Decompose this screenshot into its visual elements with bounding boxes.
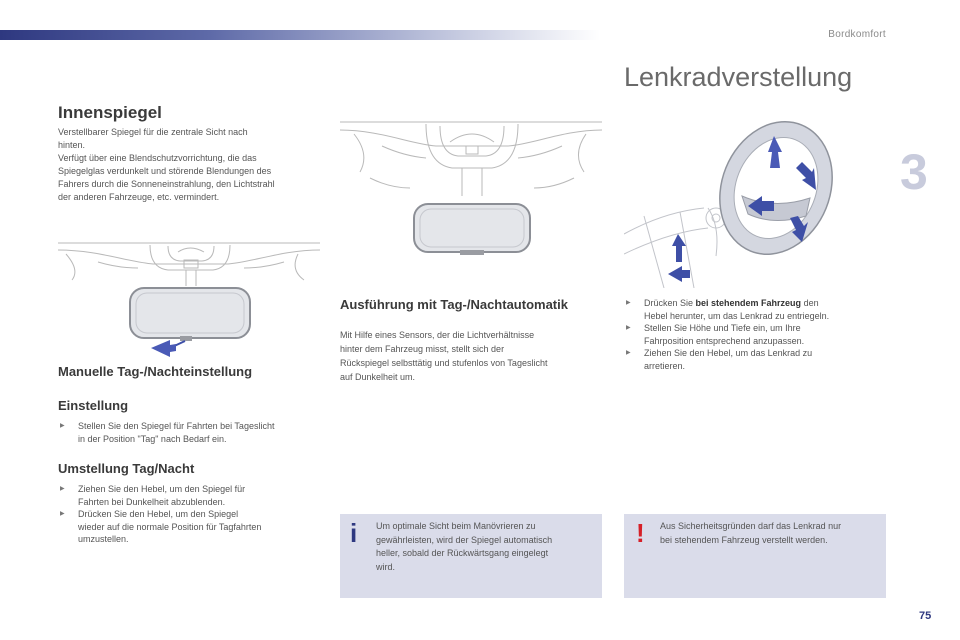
umstellung-list bbox=[58, 483, 328, 546]
manual-heading: Manuelle Tag-/Nachteinstellung bbox=[58, 364, 253, 379]
auto-text bbox=[340, 328, 602, 384]
bullet-line: arretieren. bbox=[644, 360, 686, 371]
header-gradient-bar bbox=[0, 30, 600, 40]
bullet-line: Fahrposition entsprechend anzupassen. bbox=[644, 335, 805, 346]
intro-line: der anderen Fahrzeuge, etc. vermindert. bbox=[58, 192, 220, 202]
list-item bbox=[624, 322, 892, 347]
innenspiegel-title: Innenspiegel bbox=[58, 103, 162, 122]
info-line: Um optimale Sicht beim Manövrieren zu bbox=[376, 521, 536, 531]
bullet-line: Ziehen Sie den Hebel, um das Lenkrad zu bbox=[644, 348, 813, 358]
intro-line: Spiegelglas verdunkelt und störende Blendungen des bbox=[58, 166, 272, 176]
warning-line: Aus Sicherheitsgründen darf das Lenkrad nur bbox=[660, 521, 842, 531]
bullet-line: Stellen Sie Höhe und Tiefe ein, um Ihre bbox=[644, 323, 801, 333]
bullet-line: Ziehen Sie den Hebel, um den Spiegel für bbox=[78, 484, 246, 494]
list-item bbox=[624, 297, 892, 322]
bullet-bold: bei stehendem Fahrzeug bbox=[695, 298, 802, 308]
info-icon: i bbox=[350, 518, 358, 548]
intro-line: hinten. bbox=[58, 140, 86, 150]
warning-line: bei stehendem Fahrzeug verstellt werden. bbox=[660, 534, 828, 545]
auto-line: hinter dem Fahrzeug misst, stellt sich der bbox=[340, 344, 505, 354]
list-item bbox=[58, 420, 328, 445]
bullet-line: Stellen Sie den Spiegel für Fahrten bei Tageslicht bbox=[78, 421, 275, 431]
bullet-line: Drücken Sie den Hebel, um den Spiegel bbox=[78, 509, 239, 519]
lenkrad-list bbox=[624, 297, 892, 372]
auto-mirror-illustration bbox=[340, 118, 602, 260]
info-line: wird. bbox=[376, 561, 396, 572]
bullet-line: wieder auf die normale Position für Tagfahrten bbox=[78, 521, 262, 532]
bullet-line: Hebel herunter, um das Lenkrad zu entriegeln. bbox=[644, 310, 830, 321]
lenkrad-title: Lenkradverstellung bbox=[624, 62, 853, 92]
intro-line: Verstellbarer Spiegel für die zentrale Sicht nach bbox=[58, 127, 248, 137]
auto-line: auf Dunkelheit um. bbox=[340, 372, 416, 382]
warning-text bbox=[660, 520, 882, 547]
list-item bbox=[624, 347, 892, 372]
bullet-line: in der Position "Tag" nach Bedarf ein. bbox=[78, 433, 227, 444]
steering-wheel-illustration bbox=[624, 116, 836, 288]
innenspiegel-intro bbox=[58, 126, 323, 204]
einstellung-list bbox=[58, 420, 328, 445]
bullet-line: umzustellen. bbox=[78, 534, 129, 544]
auto-heading: Ausführung mit Tag-/Nachtautomatik bbox=[340, 297, 568, 312]
umstellung-heading: Umstellung Tag/Nacht bbox=[58, 461, 195, 476]
bullet-line: Fahrten bei Dunkelheit abzublenden. bbox=[78, 496, 226, 507]
intro-line: Verfügt über eine Blendschutzvorrichtung, die das bbox=[58, 153, 257, 163]
list-item bbox=[58, 483, 328, 508]
bullet-text: Drücken Sie bbox=[644, 298, 696, 308]
chapter-number: 3 bbox=[900, 144, 928, 200]
einstellung-heading: Einstellung bbox=[58, 398, 129, 413]
bullet-text: den bbox=[801, 298, 819, 308]
intro-line: Fahrers durch die Sonneneinstrahlung, den Lichtstrahl bbox=[58, 179, 275, 189]
manual-mirror-illustration bbox=[58, 240, 320, 358]
page-number: 75 bbox=[919, 610, 932, 622]
info-text bbox=[376, 520, 596, 574]
section-label: Bordkomfort bbox=[828, 29, 886, 40]
warning-box bbox=[624, 514, 886, 598]
info-line: gewährleisten, wird der Spiegel automatisch bbox=[376, 534, 553, 545]
auto-line: Mit Hilfe eines Sensors, der die Lichtverhältnisse bbox=[340, 330, 535, 340]
auto-line: Rückspiegel selbsttätig und stufenlos von Tageslicht bbox=[340, 358, 548, 368]
warning-icon: ! bbox=[636, 518, 645, 548]
info-box bbox=[340, 514, 602, 598]
info-line: heller, sobald der Rückwärtsgang eingelegt bbox=[376, 548, 549, 558]
list-item bbox=[58, 508, 328, 546]
